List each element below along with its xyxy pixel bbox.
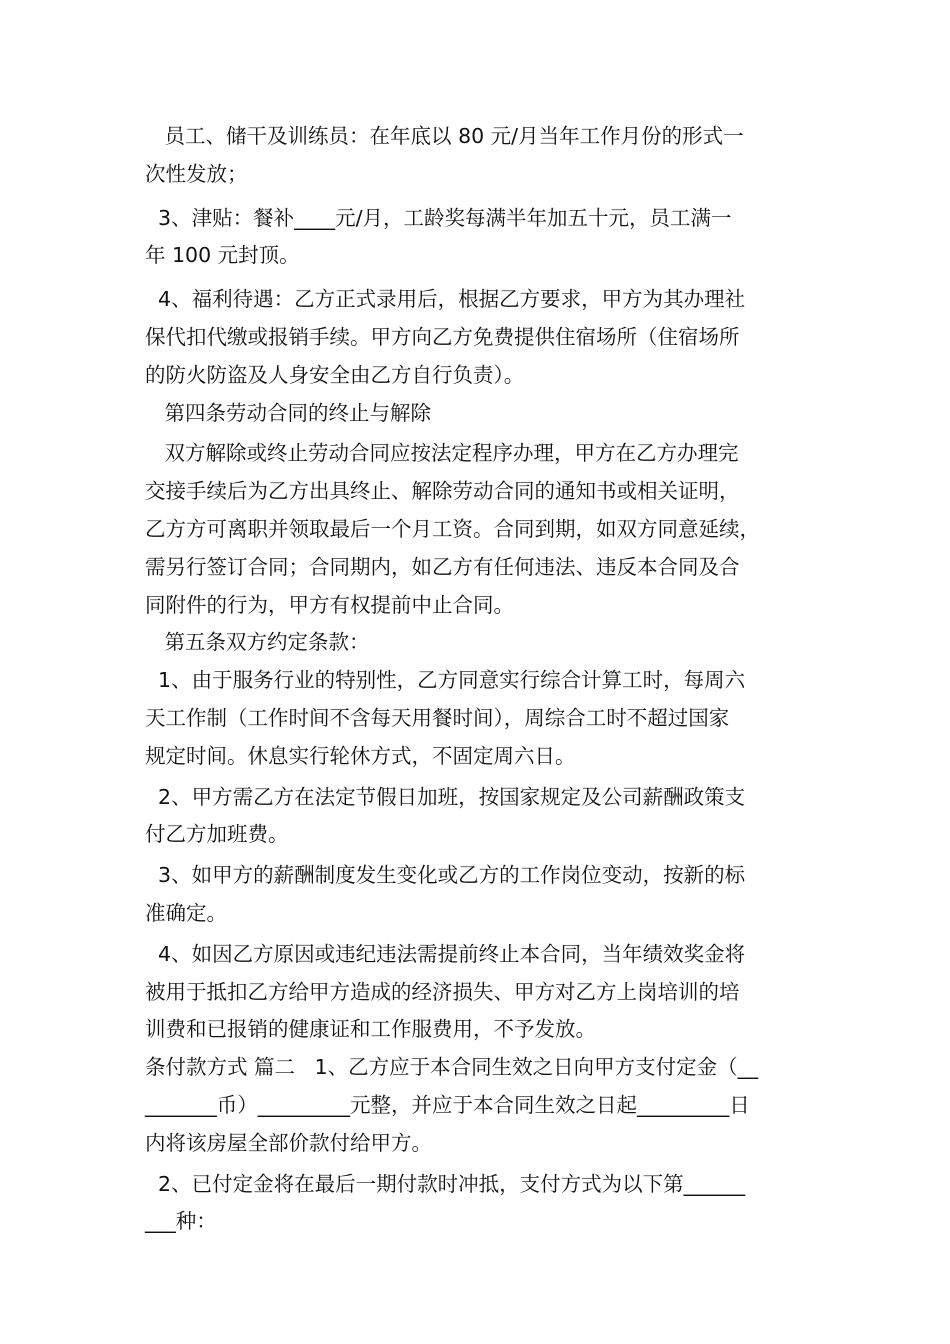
text-line: 同附件的行为，甲方有权提前中止合同。 [145, 592, 514, 617]
paragraph-salary-change [145, 857, 825, 933]
text-line: 内将该房屋全部价款付给甲方。 [145, 1130, 432, 1155]
document-body [145, 118, 825, 1241]
text-line: 训费和已报销的健康证和工作服费用，不予发放。 [145, 1017, 596, 1042]
text-line: _______币）_________元整，并应于本合同生效之日起_________日 [145, 1092, 750, 1117]
text-line: 2、甲方需乙方在法定节假日加班，按国家规定及公司薪酬政策支 [145, 784, 746, 809]
paragraph-early-termination [145, 936, 825, 1049]
text-line: 2、已付定金将在最后一期付款时冲抵，支付方式为以下第______ [145, 1171, 746, 1196]
paragraph-deposit-offset [145, 1166, 825, 1242]
section-heading-article-5 [145, 624, 825, 662]
paragraph-allowance [145, 200, 825, 276]
text-line: 3、津贴：餐补____元/月，工龄奖每满半年加五十元，员工满一 [145, 205, 732, 230]
section-heading-article-4 [145, 395, 825, 433]
text-line: 付乙方加班费。 [145, 822, 289, 847]
text-line: 1、由于服务行业的特别性，乙方同意实行综合计算工时，每周六 [145, 668, 746, 693]
paragraph-welfare [145, 281, 825, 394]
text-line: 的防火防盗及人身安全由乙方自行负责）。 [145, 362, 525, 387]
text-line: 4、福利待遇：乙方正式录用后，根据乙方要求，甲方为其办理社 [145, 287, 746, 312]
paragraph-bonus [145, 118, 825, 194]
text-line: 天工作制（工作时间不含每天用餐时间），周综合工时不超过国家 [145, 705, 730, 730]
text-line: 第四条劳动合同的终止与解除 [145, 400, 432, 425]
paragraph-working-hours [145, 662, 825, 775]
text-line: 年 100 元封顶。 [145, 243, 300, 268]
text-line: 交接手续后为乙方出具终止、解除劳动合同的通知书或相关证明， [145, 479, 740, 504]
text-line: 第五条双方约定条款： [145, 630, 370, 655]
text-line: 双方解除或终止劳动合同应按法定程序办理，甲方在乙方办理完 [145, 441, 739, 466]
paragraph-overtime [145, 779, 825, 855]
text-line: 被用于抵扣乙方给甲方造成的经济损失、甲方对乙方上岗培训的培 [145, 979, 740, 1004]
text-line: 3、如甲方的薪酬制度发生变化或乙方的工作岗位变动，按新的标 [145, 863, 746, 888]
text-line: ___种： [145, 1209, 217, 1234]
text-line: 准确定。 [145, 900, 227, 925]
text-line: 条付款方式 篇二 1、乙方应于本合同生效之日向甲方支付定金（__ [145, 1055, 759, 1080]
text-line: 需另行签订合同；合同期内，如乙方有任何违法、违反本合同及合 [145, 554, 740, 579]
text-line: 规定时间。休息实行轮休方式，不固定周六日。 [145, 743, 576, 768]
text-line: 保代扣代缴或报销手续。甲方向乙方免费提供住宿场所（住宿场所 [145, 324, 740, 349]
text-line: 4、如因乙方原因或违纪违法需提前终止本合同，当年绩效奖金将 [145, 941, 746, 966]
text-line: 乙方方可离职并领取最后一个月工资。合同到期，如双方同意延续， [145, 516, 760, 541]
text-line: 员工、储干及训练员：在年底以 80 元/月当年工作月份的形式一 [145, 124, 744, 148]
paragraph-termination [145, 435, 825, 624]
paragraph-payment-method [145, 1049, 825, 1162]
text-line: 次性发放； [145, 161, 248, 186]
